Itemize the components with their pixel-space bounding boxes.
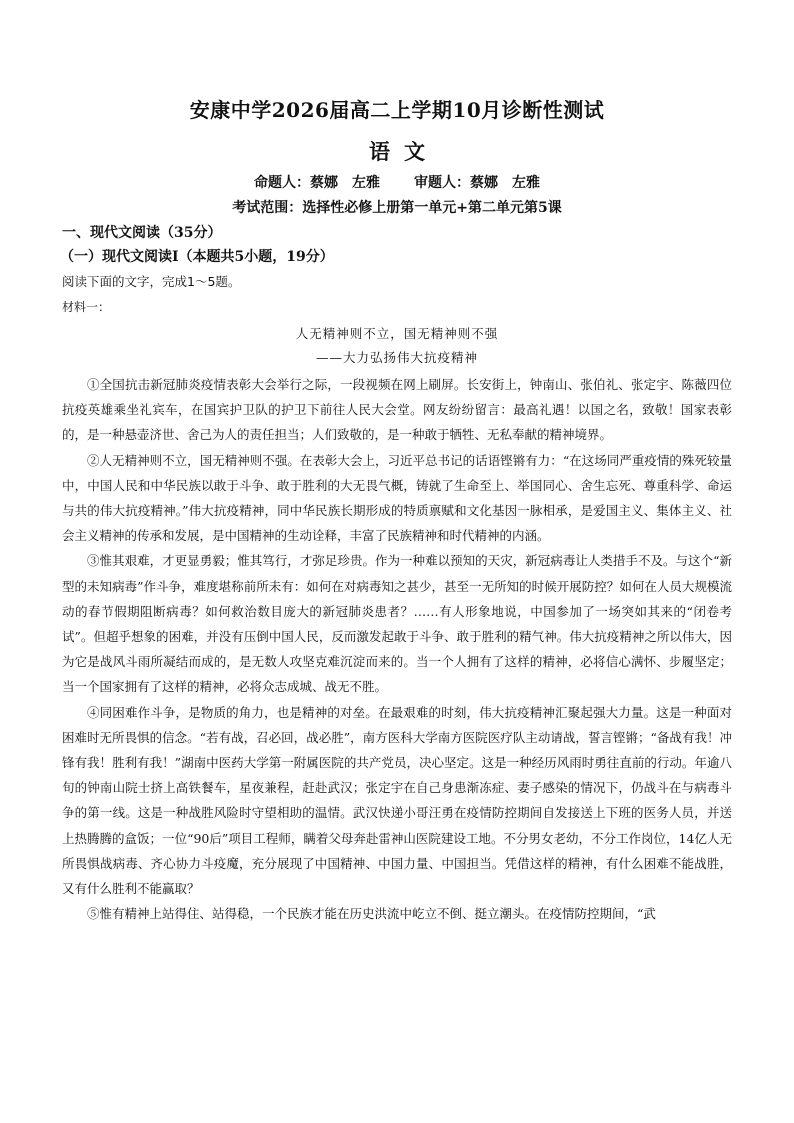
reading-instruction: 阅读下面的文字，完成1～5题。 — [62, 274, 241, 289]
exam-title: 安康中学2026届高二上学期10月诊断性测试 — [189, 98, 605, 122]
article-heading: 人无精神则不立，国无精神则不强 — [295, 326, 499, 341]
exam-authors — [0, 172, 794, 192]
article-subheading: ——大力弘扬伟大抗疫精神 — [315, 350, 478, 365]
section-heading: 一、现代文阅读（35分） — [62, 225, 222, 241]
paragraph-2: ②人无精神则不立，国无精神则不强。在表彰大会上，习近平总书记的话语铿锵有力：“在这场同严重疫情的殊死较量中，中国人民和中华民族以敢于斗争、敢于胜利的大无畏气概，铸就了生命至上、举国同心、舍生忘死、尊重科学、命运与共的伟大抗疫精神。”伟大抗疫精神，同中华民族长期形成的特质禀赋和文化基因一脉相承，是爱国主义、集体主义、社会主义精神的传承和发展，是中国精神的生动诠释，丰富了民族精神和时代精神的内涵。 — [62, 452, 732, 544]
exam-scope: 考试范围：选择性必修上册第一单元+第二单元第5课 — [232, 200, 562, 216]
subsection-heading: （一）现代文阅读Ⅰ（本题共5小题，19分） — [60, 249, 334, 265]
paragraph-1: ①全国抗击新冠肺炎疫情表彰大会举行之际，一段视频在网上刷屏。长安街上，钟南山、张伯礼、张定宇、陈薇四位抗疫英雄乘坐礼宾车，在国宾护卫队的护卫下前往人民大会堂。网友纷纷留言：最高礼遇！以国之名，致敬！国家表彰的，是一种悬壶济世、舍己为人的责任担当；人们致敬的，是一种敢于牺牲、无私奉献的精神境界。 — [62, 377, 732, 443]
proposers: 命题人：蔡娜 左雅 — [254, 175, 380, 191]
paragraph-4: ④同困难作斗争，是物质的角力，也是精神的对垒。在最艰难的时刻，伟大抗疫精神汇聚起强大力量。这是一种面对困难时无所畏惧的信念。“若有战，召必回，战必胜”，南方医科大学南方医院医疗队主动请战，誓言铿锵；“备战有我！冲锋有我！胜利有我！”湖南中医药大学第一附属医院的共产党员，决心坚定。这是一种经历风雨时勇往直前的行动。年逾八旬的钟南山院士挤上高铁餐车，星夜兼程，赶赴武汉；张定宇在自己身患渐冻症、妻子感染的情况下，仍战斗在与病毒斗争的第一线。这是一种战胜风险时守望相助的温情。武汉快递小哥汪勇在疫情防控期间自发接送上下班的医务人员，并送上热腾腾的盒饭；一位“90后”项目工程师，瞒着父母奔赴雷神山医院建设工地。不分男女老幼，不分工作岗位，14亿人无所畏惧战病毒、齐心协力斗疫魔，充分展现了中国精神、中国力量、中国担当。凭借这样的精神，有什么困难不能战胜，又有什么胜利不能赢取？ — [62, 704, 732, 897]
paragraph-5: ⑤惟有精神上站得住、站得稳，一个民族才能在历史洪流中屹立不倒、挺立潮头。在疫情防控期间，“武 — [87, 906, 656, 922]
article-body — [62, 372, 732, 926]
material-label: 材料一： — [62, 300, 111, 314]
paragraph-3: ③惟其艰难，才更显勇毅；惟其笃行，才弥足珍贵。作为一种难以预知的天灾，新冠病毒让人类措手不及。与这个“新型的未知病毒”作斗争，难度堪称前所未有：如何在对病毒知之甚少，甚至一无所知的时候开展防控？如何在人员大规模流动的春节假期阻断病毒？如何救治数目庞大的新冠肺炎患者？……有人形象地说，中国参加了一场突如其来的“闭卷考试”。但超乎想象的困难，并没有压倒中国人民，反而激发起敢于斗争、敢于胜利的精气神。伟大抗疫精神之所以伟大，因为它是战风斗雨所凝结而成的，是无数人攻坚克难沉淀而来的。当一个人拥有了这样的精神，必将信心满怀、步履坚定；当一个国家拥有了这样的精神，必将众志成城、战无不胜。 — [62, 553, 732, 695]
reviewers: 审题人：蔡娜 左雅 — [414, 175, 540, 191]
exam-subject: 语文 — [369, 139, 439, 164]
